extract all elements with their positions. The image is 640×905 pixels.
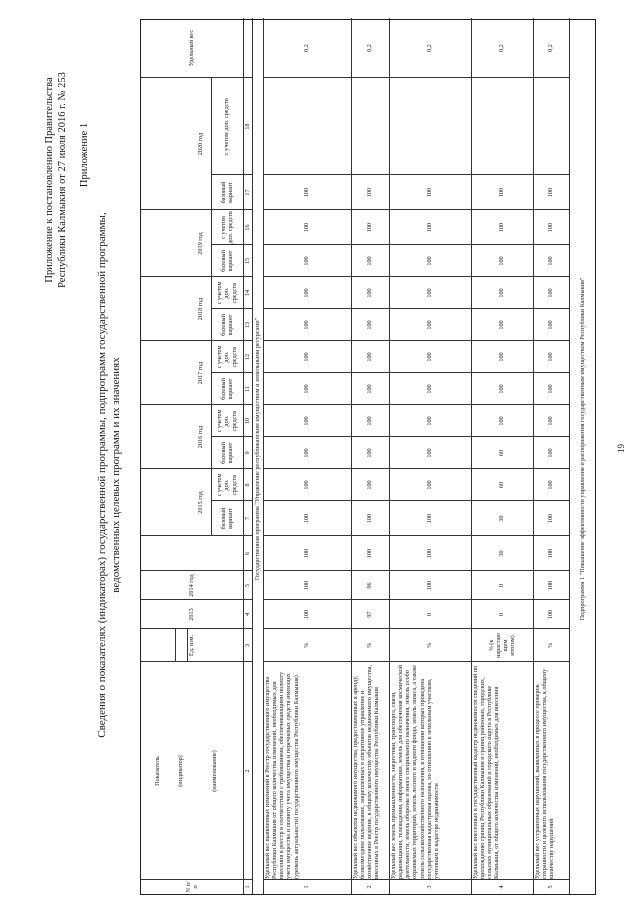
column-number: 15 (244, 257, 251, 265)
column-number: 3 (244, 643, 251, 648)
grid-line (263, 500, 569, 501)
document-title (96, 195, 124, 755)
row-value: 100 (366, 416, 374, 426)
annex-label: Приложение 1 (79, 122, 90, 188)
row-value: 100 (303, 609, 311, 620)
row-value: 100 (547, 480, 555, 490)
row-weight: 0,2 (303, 44, 311, 52)
row-value: 100 (547, 580, 555, 591)
row-value: 100 (426, 448, 434, 458)
row-value: 100 (547, 513, 555, 524)
row-value: 100 (426, 416, 434, 426)
column-number: 17 (244, 189, 251, 196)
row-value: 60 (498, 449, 506, 457)
row-value: 100 (303, 416, 311, 426)
row-value: 100 (547, 448, 555, 458)
approval-line: Республики Калмыкия от 27 июля 2016 г. № 253 (57, 72, 69, 288)
header-2014: 2014 год (188, 574, 196, 597)
row-weight: 0,2 (366, 44, 374, 52)
grid-line (263, 209, 569, 210)
row-value: 100 (426, 480, 434, 490)
row-value: 100 (303, 222, 311, 233)
header-year: 2015 год (197, 491, 205, 514)
column-number: 13 (244, 321, 251, 329)
row-indicator-name: Удельный вес земель промышленности, энергетики, транспорта, связи, радиовещания, телевидения, информатики, земель для обеспечения космической деятельности, земель обороны и иного специального назначения, земель особо охраняемых территорий, земель лесного и водного фонда, земель запаса, а также земель сельскохозяйственного назначения, в отношении которых проведена государственная кадастровая оценка, по отношению к земельным участкам, учтенным в кадастре недвижимости (390, 665, 440, 879)
grid-line (263, 436, 569, 437)
column-number: 10 (244, 417, 251, 425)
grid-line (263, 244, 569, 245)
grid-line (263, 276, 569, 277)
row-value: 100 (426, 187, 434, 198)
approval-note (43, 15, 69, 345)
grid-line (211, 436, 252, 437)
row-value: 100 (303, 548, 311, 559)
grid-line (211, 244, 252, 245)
row-value: 100 (303, 352, 311, 362)
column-number: 6 (244, 551, 251, 556)
column-number: 12 (244, 353, 251, 361)
title-line: Сведения о показателях (индикаторах) государственной программы, подпрограмм государственной программы, (96, 212, 108, 738)
row-value: 100 (366, 187, 374, 198)
grid-line (211, 372, 252, 373)
subprogram-title: Подпрограмма 1 "Повышение эффективности управления и распоряжения государственным имуществом Республики Калмыкия" (579, 277, 587, 621)
row-value: 100 (366, 352, 374, 362)
grid-line (211, 308, 252, 309)
row-value: 0 (498, 612, 506, 617)
row-value: 100 (498, 288, 506, 298)
header-base: базовый вариант (219, 507, 234, 530)
row-value: 100 (366, 480, 374, 490)
row-unit: % (366, 642, 374, 649)
row-unit: % (547, 642, 555, 649)
row-value: 100 (366, 222, 374, 233)
row-unit: % (303, 642, 311, 649)
header-extra: с учетом доп. средств (223, 98, 231, 155)
row-value: 100 (426, 288, 434, 298)
row-value: 0 (426, 612, 434, 617)
row-value: 100 (303, 513, 311, 524)
header-year: 2018 год (197, 297, 205, 321)
row-value: 100 (498, 320, 506, 330)
row-value: 100 (426, 384, 434, 394)
row-number: 5 (547, 885, 555, 889)
row-value: 100 (547, 416, 555, 426)
header-extra: с учетом доп. средств (216, 473, 238, 497)
grid-line (141, 661, 252, 662)
row-value: 100 (303, 187, 311, 198)
header-weight: Удельный вес (188, 29, 196, 67)
row-indicator-name: Удельный вес выявленных изменений в Реестр государственного имущества Республики Калмыкия от общего количества изменений, необходимых для внесения в реестр в соответствии с требованиями, обеспечивающими полноту учета имущества и полноту учета имущества и перечневых средств имеющих (уровень актуальности) государственного имущества Республики Калмыкия) (264, 671, 300, 879)
header-year: 2016 год (197, 425, 205, 449)
grid-line (141, 599, 252, 600)
row-number: 2 (366, 885, 374, 889)
header-extra: с учетом доп. средств (216, 345, 238, 369)
grid-line (263, 308, 569, 309)
column-number: 11 (244, 386, 251, 392)
row-value: 100 (366, 320, 374, 330)
grid-line (263, 404, 569, 405)
row-value: 100 (498, 352, 506, 362)
row-value: 30 (498, 515, 506, 522)
row-weight: 0,2 (426, 44, 434, 52)
row-value: 30 (498, 550, 506, 557)
row-value: 100 (426, 513, 434, 524)
program-title: Государственная программа "Управление республиканским имуществом и земельными ресурсами" (253, 317, 261, 581)
row-value: 100 (547, 609, 555, 620)
header-2013: 2013 (188, 608, 196, 621)
page-number: 19 (616, 444, 626, 453)
row-value: 100 (547, 384, 555, 394)
row-value: 100 (426, 222, 434, 233)
header-num: N п/п (184, 881, 199, 893)
row-value: 100 (498, 222, 506, 233)
row-value: 100 (426, 320, 434, 330)
header-extra: с учетом доп. средств (219, 211, 234, 244)
column-number: 9 (244, 451, 251, 455)
header-indicator-group: Показатель (154, 756, 162, 786)
grid-line (263, 340, 569, 341)
header-base: базовый вариант (219, 250, 234, 272)
row-value: 100 (547, 187, 555, 198)
header-unit: Ед. изм. (188, 634, 196, 657)
row-weight: 0,2 (498, 44, 506, 52)
header-base: базовый вариант (219, 442, 234, 464)
grid-line (263, 372, 569, 373)
row-value: 100 (547, 352, 555, 362)
column-number: 5 (244, 583, 251, 588)
grid-line (263, 468, 569, 469)
column-number: 4 (244, 612, 251, 617)
grid-line (263, 661, 569, 662)
row-value: 100 (366, 448, 374, 458)
row-value: 100 (303, 480, 311, 490)
row-value: 100 (366, 256, 374, 266)
indicators-table (140, 19, 596, 895)
grid-line (263, 628, 569, 629)
row-value: 100 (498, 187, 506, 198)
row-number: 4 (498, 885, 506, 889)
grid-line (211, 174, 252, 175)
column-number: 14 (244, 289, 251, 297)
column-number: 1 (244, 885, 251, 889)
row-value: 60 (498, 481, 506, 489)
row-value: 100 (426, 352, 434, 362)
row-value: 100 (366, 548, 374, 559)
row-value: 0 (498, 583, 506, 588)
grid-line (141, 570, 252, 571)
grid-line (211, 500, 252, 501)
header-extra: с учетом доп. средств (216, 409, 238, 433)
header-name: (наименование) (211, 750, 219, 792)
row-indicator-name: Удельный вес внесенных в государственный кадастр недвижимости сведений по прохождению границ Республики Калмыкия и границ районных, городских, сельских муниципальных образований и городского округа в Республике Калмыкия, от общего количества изменений, необходимых для внесения (472, 665, 501, 879)
row-value: 100 (426, 580, 434, 591)
grid-line (141, 628, 252, 629)
row-value: 100 (303, 384, 311, 394)
row-value: 100 (366, 384, 374, 394)
row-number: 1 (303, 885, 311, 889)
grid-line (263, 174, 569, 175)
row-unit: % (к нарастаю щим итогом) (487, 633, 517, 658)
row-indicator-name: Удельный вес устраненных нарушений, выявленных в процессе проверок сохранности и целевого использования государственного имущества, к общему количеству нарушений (534, 668, 556, 879)
grid-line (263, 535, 569, 536)
header-base: базовый вариант (219, 378, 234, 400)
header-indicator-sub: (индикатор) (177, 755, 185, 787)
row-value: 97 (366, 611, 374, 618)
column-number: 2 (244, 769, 251, 773)
row-value: 100 (498, 256, 506, 266)
header-extra: с учетом доп. средств (216, 281, 238, 305)
row-value: 100 (547, 548, 555, 559)
row-value: 100 (366, 513, 374, 524)
header-year: 2019 год (197, 232, 205, 255)
grid-line (263, 599, 569, 600)
row-value: 100 (303, 320, 311, 330)
row-indicator-name: Удельный вес объектов недвижимого имущества, предоставленных в аренду, безвозмездное пользование, закрепленных в оперативное управление и хозяйственное ведение, в общему количеству объектов недвижимого имущества, внесенных в Реестр государственного имущества Республики Калмыкия (352, 664, 381, 879)
grid-line (263, 570, 569, 571)
row-value: 100 (498, 416, 506, 426)
row-value: 100 (426, 548, 434, 559)
row-value: 100 (547, 256, 555, 266)
row-value: 100 (547, 222, 555, 233)
header-year: 2020 год (197, 132, 205, 156)
header-year: 2017 год (197, 361, 205, 385)
column-number: 7 (244, 516, 251, 521)
row-value: 100 (366, 288, 374, 298)
grid-line (263, 77, 569, 78)
row-number: 3 (426, 885, 434, 889)
header-base: базовый вариант (219, 181, 234, 204)
row-value: 100 (303, 448, 311, 458)
column-number: 8 (244, 483, 251, 487)
row-value: 100 (547, 288, 555, 298)
header-base: базовый вариант (219, 314, 234, 336)
row-value: 96 (366, 582, 374, 589)
row-value: 100 (498, 384, 506, 394)
row-unit: % (426, 642, 434, 649)
row-value: 100 (547, 320, 555, 330)
row-weight: 0,2 (547, 44, 555, 52)
column-number: 18 (244, 123, 251, 130)
title-line: ведомственных целевых программ и их значениях (109, 357, 122, 593)
row-value: 100 (303, 580, 311, 591)
approval-line: Приложение к постановлению Правительства (44, 77, 55, 283)
grid-line (263, 879, 569, 880)
column-number: 16 (244, 224, 251, 231)
row-value: 100 (426, 256, 434, 266)
grid-line (141, 879, 252, 880)
row-value: 100 (303, 256, 311, 266)
row-value: 100 (303, 288, 311, 298)
